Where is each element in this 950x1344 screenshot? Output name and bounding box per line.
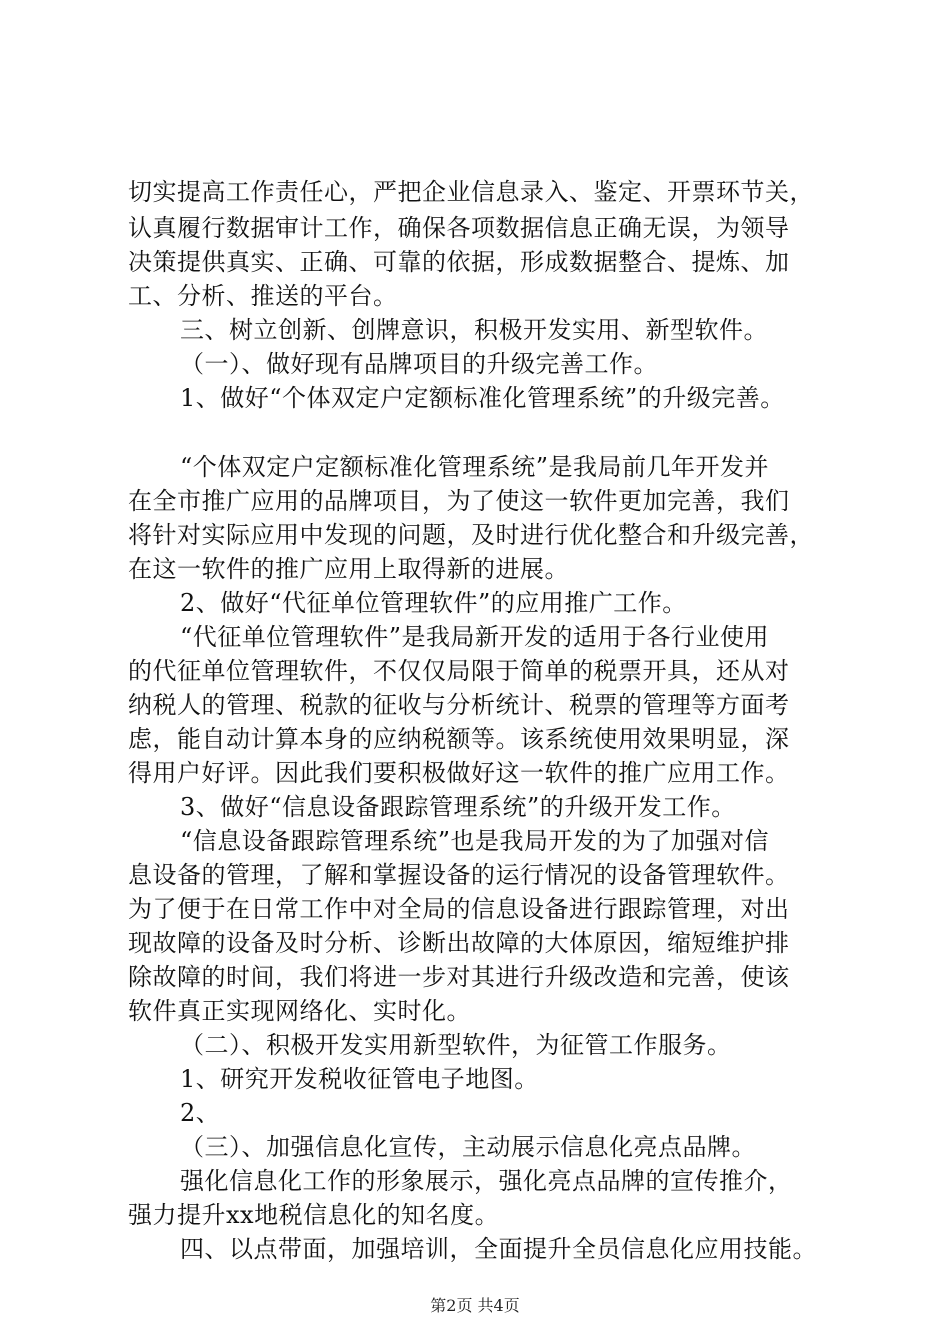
- section-heading: 三、树立创新、创牌意识，积极开发实用、新型软件。: [180, 316, 768, 344]
- body-text-line: 纳税人的管理、税款的征收与分析统计、税票的管理等方面考: [128, 691, 790, 719]
- subsection-heading: （一）、做好现有品牌项目的升级完善工作。: [180, 350, 658, 378]
- body-text-line: 为了便于在日常工作中对全局的信息设备进行跟踪管理，对出: [128, 895, 790, 923]
- body-text-line: 切实提高工作责任心，严把企业信息录入、鉴定、开票环节关，: [128, 178, 814, 206]
- body-text-line: 现故障的设备及时分析、诊断出故障的大体原因，缩短维护排: [128, 929, 790, 957]
- body-text-line: 软件真正实现网络化、实时化。: [128, 997, 471, 1025]
- body-text-line: 工、分析、推送的平台。: [128, 282, 398, 310]
- body-text-line: 的代征单位管理软件，不仅仅局限于简单的税票开具，还从对: [128, 657, 790, 685]
- section-heading: 四、以点带面，加强培训，全面提升全员信息化应用技能。: [180, 1235, 817, 1263]
- body-text-line: 虑，能自动计算本身的应纳税额等。该系统使用效果明显，深: [128, 725, 790, 753]
- body-text-line: “信息设备跟踪管理系统”也是我局开发的为了加强对信: [180, 827, 770, 855]
- subsection-heading: （二）、积极开发实用新型软件，为征管工作服务。: [180, 1031, 732, 1059]
- page-footer: 第2页 共4页: [430, 1296, 520, 1315]
- body-text-line: “个体双定户定额标准化管理系统”是我局前几年开发并: [180, 453, 770, 481]
- body-text-line: 在全市推广应用的品牌项目，为了使这一软件更加完善，我们: [128, 487, 790, 515]
- body-text-line: 认真履行数据审计工作，确保各项数据信息正确无误，为领导: [128, 214, 790, 242]
- item-heading: 3、做好“信息设备跟踪管理系统”的升级开发工作。: [180, 793, 736, 821]
- body-text-line: 除故障的时间，我们将进一步对其进行升级改造和完善，使该: [128, 963, 790, 991]
- body-text-line: 强力提升xx地税信息化的知名度。: [128, 1201, 500, 1229]
- body-text-line: 在这一软件的推广应用上取得新的进展。: [128, 555, 569, 583]
- body-text-line: 强化信息化工作的形象展示，强化亮点品牌的宣传推介，: [180, 1167, 793, 1195]
- item-heading: 2、做好“代征单位管理软件”的应用推广工作。: [180, 589, 687, 617]
- subsection-heading: （三）、加强信息化宣传，主动展示信息化亮点品牌。: [180, 1133, 756, 1161]
- body-text-line: 息设备的管理，了解和掌握设备的运行情况的设备管理软件。: [128, 861, 790, 889]
- body-text-line: 决策提供真实、正确、可靠的依据，形成数据整合、提炼、加: [128, 248, 790, 276]
- item-heading: 1、研究开发税收征管电子地图。: [180, 1065, 539, 1093]
- body-text-line: 得用户好评。因此我们要积极做好这一软件的推广应用工作。: [128, 759, 790, 787]
- item-heading: 1、做好“个体双定户定额标准化管理系统”的升级完善。: [180, 384, 785, 412]
- body-text-line: “代征单位管理软件”是我局新开发的适用于各行业使用: [180, 623, 770, 651]
- body-text-line: 将针对实际应用中发现的问题，及时进行优化整合和升级完善，: [128, 521, 814, 549]
- item-heading: 2、: [180, 1099, 221, 1127]
